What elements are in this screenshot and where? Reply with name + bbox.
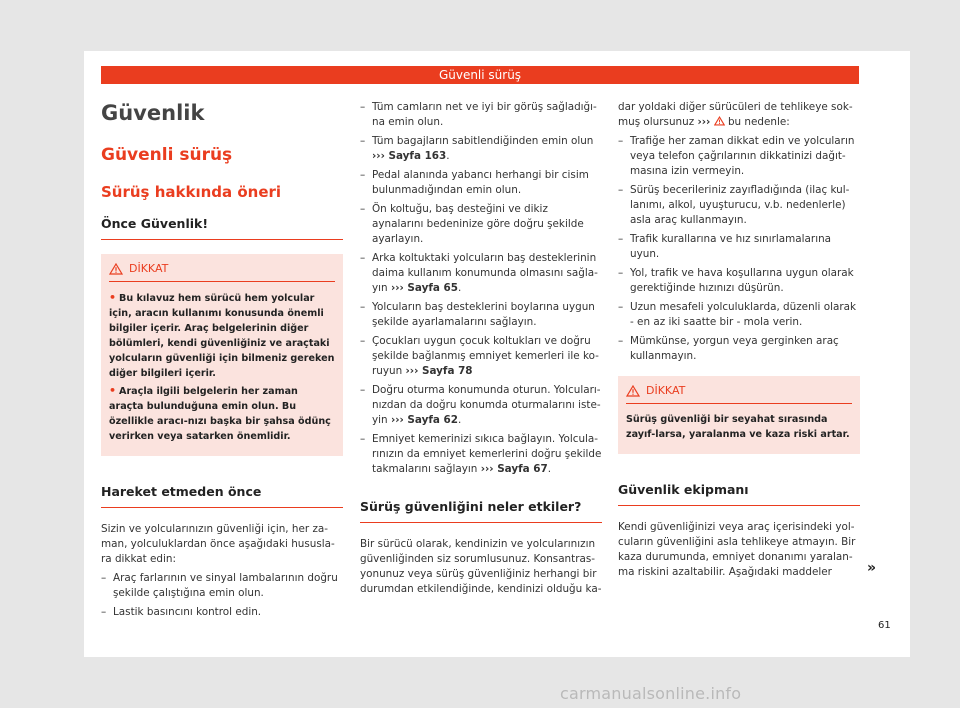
- list-item: – Trafiğe her zaman dikkat edin ve yolcuların veya telefon çağrılarının dikkatinizi dağıt-masına izin vermeyin.: [618, 135, 855, 177]
- section-surus-guvenligi: [360, 499, 602, 523]
- warning-header: [626, 384, 852, 404]
- paragraph: Kendi güvenliğinizi veya araç içerisindeki yol-cuların güvenliğini asla tehlikeye atmayın. Bir kaza durumunda, emniyet donanımı yaralan-ma riskini azaltabilir. Aşağıdaki maddeler: [618, 521, 856, 578]
- watermark: carmanualsonline.info: [560, 684, 742, 703]
- warning-triangle-icon: [714, 116, 725, 126]
- warning-item: • Bu kılavuz hem sürücü hem yolcular için, aracın kullanımı konusunda önemli bilgiler içerir. Araç belgelerinin diğer bölümleri, kendi güvenliğiniz ve araçtaki yolcuların güvenliği için bilmeniz gereken diğer bilgileri içerir.: [109, 291, 335, 379]
- warning-box: [618, 376, 860, 454]
- section-title: Güvenlik ekipmanı: [618, 482, 860, 506]
- page-number: 61: [878, 620, 891, 631]
- warning-label: DİKKAT: [129, 262, 169, 275]
- intro-paragraph: Sizin ve yolcularınızın güvenliği için, her za-man, yolculuklardan önce aşağıdaki hususla-ra dikkat edin:: [101, 523, 335, 565]
- warning-item: • Araçla ilgili belgelerin her zaman araçta bulunduğuna emin olun. Bu özellikle aracı-nızı başka bir şahsa ödünç verirken veya satarken önemlidir.: [109, 384, 331, 442]
- page-reference[interactable]: ››› Sayfa 62: [390, 414, 458, 426]
- column-2: [360, 100, 602, 597]
- warning-header: [109, 262, 335, 282]
- section-once-guvenlik: [101, 216, 343, 240]
- section-guvenlik-ekipmani: [618, 482, 860, 506]
- section-title: Önce Güvenlik!: [101, 216, 343, 240]
- list-item: – Sürüş becerileriniz zayıfladığında (ilaç kul-lanımı, alkol, uyuşturucu, v.b. nedenlerle) asla araç kullanmayın.: [618, 184, 850, 226]
- page-reference[interactable]: ››› Sayfa 67: [480, 463, 548, 475]
- paragraph: Bir sürücü olarak, kendinizin ve yolcularınızın güvenliğinden siz sorumlusunuz. Konsantras-yonunuz veya sürüş güvenliğiniz herhangi bir durumdan etkilendiğinde, kendinizi olduğu ka-: [360, 538, 602, 595]
- list-item: – Yol, trafik ve hava koşullarına uygun olarak gerektiğinde hızınızı düşürün.: [618, 267, 854, 294]
- column-1: [101, 100, 343, 624]
- list-item: – Pedal alanında yabancı herhangi bir cisim bulunmadığından emin olun.: [360, 169, 589, 196]
- checklist: [101, 571, 343, 620]
- checklist-2: [360, 100, 602, 477]
- checklist-3: [618, 134, 860, 364]
- list-item: – Tüm camların net ve iyi bir görüş sağladığı-na emin olun.: [360, 101, 597, 128]
- warning-box: [101, 254, 343, 456]
- bullet-icon: •: [109, 384, 117, 397]
- list-item: – Trafik kurallarına ve hız sınırlamalarına uyun.: [618, 233, 832, 260]
- list-item: – Mümkünse, yorgun veya gerginken araç kullanmayın.: [618, 335, 839, 362]
- heading-guvenli-surus: Güvenli sürüş: [101, 145, 233, 165]
- section-hareket-etmeden-once: [101, 484, 343, 508]
- section-title: Sürüş güvenliğini neler etkiler?: [360, 499, 602, 523]
- warning-triangle-icon: [109, 263, 123, 275]
- paragraph-continued: dar yoldaki diğer sürücüleri de tehlikeye sok-muş olursunuz ››› bu nedenle:: [618, 101, 853, 128]
- list-item: – Yolcuların baş desteklerini boylarına uygun şekilde ayarlamalarını sağlayın.: [360, 301, 595, 328]
- warning-label: DİKKAT: [646, 384, 686, 397]
- list-item: – Uzun mesafeli yolculuklarda, düzenli olarak - en az iki saatte bir - mola verin.: [618, 301, 857, 328]
- header-bar: [101, 66, 859, 84]
- warning-triangle-icon: [626, 385, 640, 397]
- heading-surus-hakkinda-oneri: Sürüş hakkında öneri: [101, 183, 282, 201]
- continue-arrow-icon: »: [867, 560, 877, 576]
- list-item: – Ön koltuğu, baş desteğini ve dikiz aynalarını bedeninize göre doğru şekilde ayarlayın.: [360, 203, 584, 245]
- bullet-icon: •: [109, 291, 117, 304]
- list-item: – Araç farlarının ve sinyal lambalarının doğru şekilde çalıştığına emin olun.: [101, 572, 338, 599]
- header-title: Güvenli sürüş: [438, 68, 522, 82]
- list-item: – Çocukları uygun çocuk koltukları ve doğru şekilde bağlanmış emniyet kemerleri ile ko-ruyun ››› Sayfa 78: [360, 335, 599, 377]
- section-title: Hareket etmeden önce: [101, 484, 343, 508]
- list-item: – Arka koltuktaki yolcuların baş desteklerinin daima kullanım konumunda olmasını sağla-yın ››› Sayfa 65.: [360, 252, 598, 294]
- list-item: – Emniyet kemerinizi sıkıca bağlayın. Yolcula-rınızın da emniyet kemerlerini doğru şekilde takmalarını sağlayın ››› Sayfa 67.: [360, 433, 602, 475]
- list-item: – Lastik basıncını kontrol edin.: [101, 606, 262, 618]
- warning-body: [109, 290, 335, 444]
- heading-guvenlik: Güvenlik: [101, 101, 205, 125]
- list-item: – Doğru oturma konumunda oturun. Yolcuları-nızdan da doğru konumda oturmalarını iste-yin ››› Sayfa 62.: [360, 384, 601, 426]
- page-reference[interactable]: ››› Sayfa 78: [405, 365, 473, 377]
- column-3: [618, 100, 860, 580]
- page-reference[interactable]: ›››: [697, 116, 711, 128]
- warning-body: Sürüş güvenliği bir seyahat sırasında zayıf-larsa, yaralanma ve kaza riski artar.: [626, 414, 850, 440]
- page-reference[interactable]: ››› Sayfa 163: [372, 150, 447, 162]
- list-item: – Tüm bagajların sabitlendiğinden emin olun ››› Sayfa 163.: [360, 135, 594, 162]
- page-reference[interactable]: ››› Sayfa 65: [390, 282, 458, 294]
